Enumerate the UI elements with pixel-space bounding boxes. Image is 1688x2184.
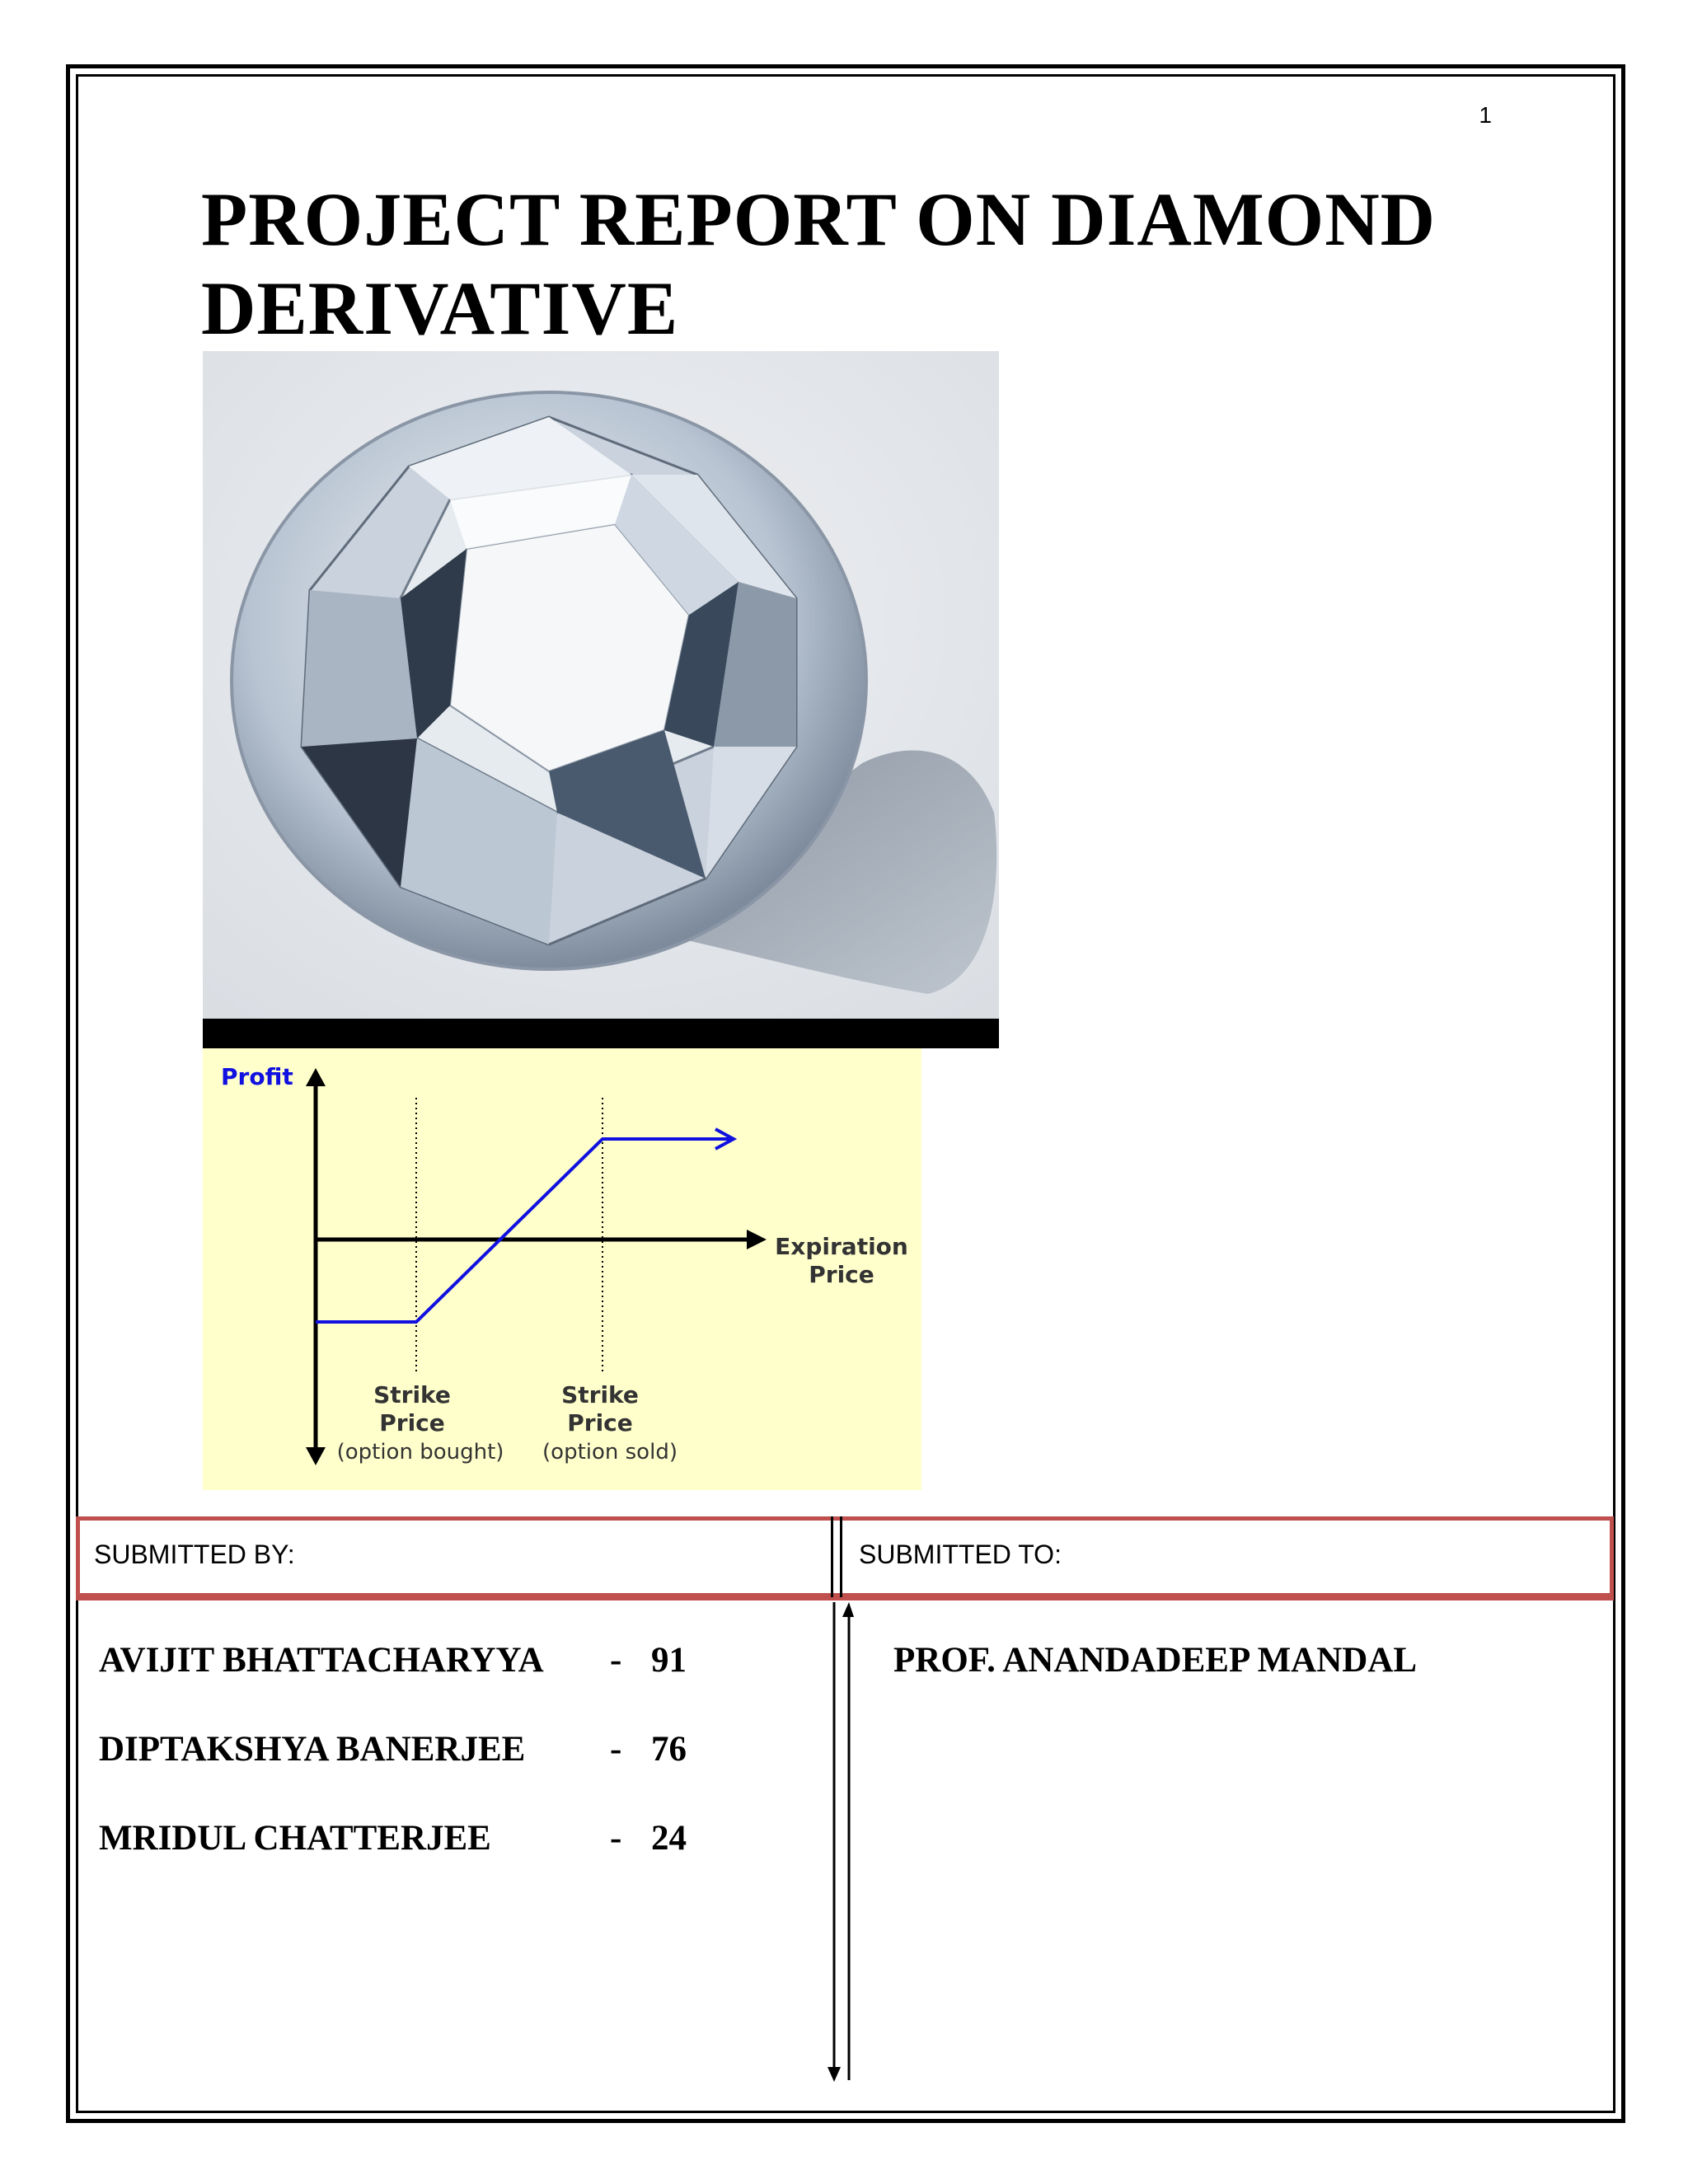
payoff-diagram-svg bbox=[203, 1048, 921, 1490]
student-roll: 76 bbox=[651, 1730, 687, 1769]
y-axis-arrow-bottom bbox=[306, 1447, 326, 1465]
student-roll: 24 bbox=[651, 1819, 687, 1858]
divider-arrow-up bbox=[842, 1602, 854, 1617]
x-axis-label-line2: Price bbox=[809, 1261, 874, 1288]
diamond-photo bbox=[203, 351, 999, 1048]
submission-rule bbox=[76, 1597, 1614, 1601]
x-axis-arrow bbox=[747, 1230, 767, 1249]
y-axis-arrow-top bbox=[306, 1068, 326, 1086]
professor-name: PROF. ANANDADEEP MANDAL bbox=[893, 1641, 1418, 1680]
student-name: MRIDUL CHATTERJEE bbox=[99, 1819, 491, 1858]
x-axis-label-line1: Expiration bbox=[775, 1233, 908, 1260]
diamond-image bbox=[203, 351, 999, 1048]
double-arrow-divider bbox=[821, 1602, 854, 2088]
student-dash: - bbox=[610, 1819, 622, 1858]
student-dash: - bbox=[610, 1641, 622, 1680]
y-axis-label: Profit bbox=[221, 1063, 293, 1090]
title-line-1: PROJECT REPORT ON DIAMOND bbox=[201, 177, 1437, 261]
student-row bbox=[99, 1640, 725, 1729]
payoff-line bbox=[316, 1139, 730, 1322]
submission-header-bar bbox=[76, 1516, 1614, 1597]
submission-divider bbox=[831, 1516, 842, 1597]
student-name: AVIJIT BHATTACHARYYA bbox=[99, 1641, 544, 1680]
student-dash: - bbox=[610, 1730, 622, 1769]
payoff-diagram bbox=[203, 1048, 921, 1490]
page-number: 1 bbox=[1479, 102, 1492, 128]
student-roll: 91 bbox=[651, 1641, 687, 1680]
title-line-2: DERIVATIVE bbox=[201, 266, 679, 350]
student-row bbox=[99, 1818, 725, 1907]
submitted-by-label: SUBMITTED BY: bbox=[94, 1540, 295, 1569]
student-row bbox=[99, 1729, 725, 1818]
strike-sold-label-2: Price bbox=[567, 1409, 633, 1436]
divider-arrow-down bbox=[828, 2067, 841, 2082]
submitted-to-label: SUBMITTED TO: bbox=[859, 1540, 1062, 1569]
strike-bought-label-1: Strike bbox=[373, 1381, 451, 1408]
report-title bbox=[201, 175, 1520, 353]
student-list bbox=[99, 1640, 725, 1907]
student-name: DIPTAKSHYA BANERJEE bbox=[99, 1730, 526, 1769]
strike-sold-label-3: (option sold) bbox=[542, 1440, 678, 1465]
strike-bought-label-2: Price bbox=[379, 1409, 445, 1436]
strike-bought-label-3: (option bought) bbox=[336, 1440, 504, 1465]
strike-sold-label-1: Strike bbox=[561, 1381, 639, 1408]
